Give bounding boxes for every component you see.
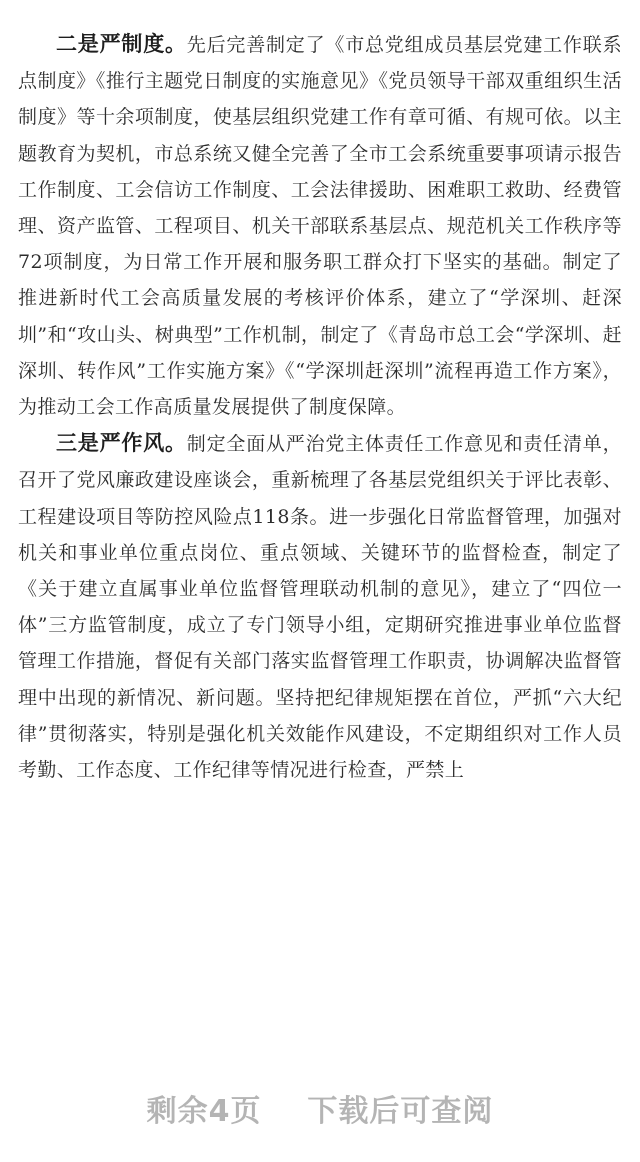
paragraph-lead-heading: 三是严作风。 xyxy=(56,431,187,456)
paragraph-strict-systems xyxy=(18,26,622,425)
document-body xyxy=(18,26,622,788)
paragraph-text: 先后完善制定了《市总党组成员基层党建工作联系点制度》《推行主题党日制度的实施意见》《党员领导干部双重组织生活制度》等十余项制度，使基层组织党建工作有章可循、有规可依。以主题教育为契机，市总系统又健全完善了全市工会系统重要事项请示报告工作制度、工会信访工作制度、工会法律援助、困难职工救助、经费管理、资产监管、工程项目、机关干部联系基层点、规范机关工作秩序等72项制度，为日常工作开展和服务职工群众打下坚实的基础。制定了推进新时代工会高质量发展的考核评价体系，建立了“学深圳、赶深圳”和“攻山头、树典型”工作机制，制定了《青岛市总工会“学深圳、赶深圳、转作风”工作实施方案》《“学深圳赶深圳”流程再造工作方案》，为推动工会工作高质量发展提供了制度保障。 xyxy=(18,34,622,419)
paragraph-lead-heading: 二是严制度。 xyxy=(56,32,187,56)
remaining-pages-label[interactable]: 剩余4页 xyxy=(146,1094,262,1129)
download-to-view-label[interactable]: 下载后可查阅 xyxy=(307,1094,494,1129)
paragraph-text: 制定全面从严治党主体责任工作意见和责任清单，召开了党风廉政建设座谈会，重新梳理了各基层党组织关于评比表彰、工程建设项目等防控风险点118条。进一步强化日常监督管理，加强对机关和事业单位重点岗位、重点领域、关键环节的监督检查，制定了《关于建立直属事业单位监督管理联动机制的意见》，建立了“四位一体”三方监管制度，成立了专门领导小组，定期研究推进事业单位监督管理工作措施，督促有关部门落实监督管理工作职责，协调解决监督管理中出现的新情况、新问题。坚持把纪律规矩摆在首位，严抓“六大纪律”贯彻落实，特别是强化机关效能作风建设，不定期组织对工作人员考勤、工作态度、工作纪律等情况进行检查，严禁上 xyxy=(18,433,622,782)
paragraph-strict-conduct xyxy=(18,425,622,788)
banner-spacer xyxy=(262,1091,308,1126)
download-prompt-banner[interactable] xyxy=(0,1078,640,1138)
